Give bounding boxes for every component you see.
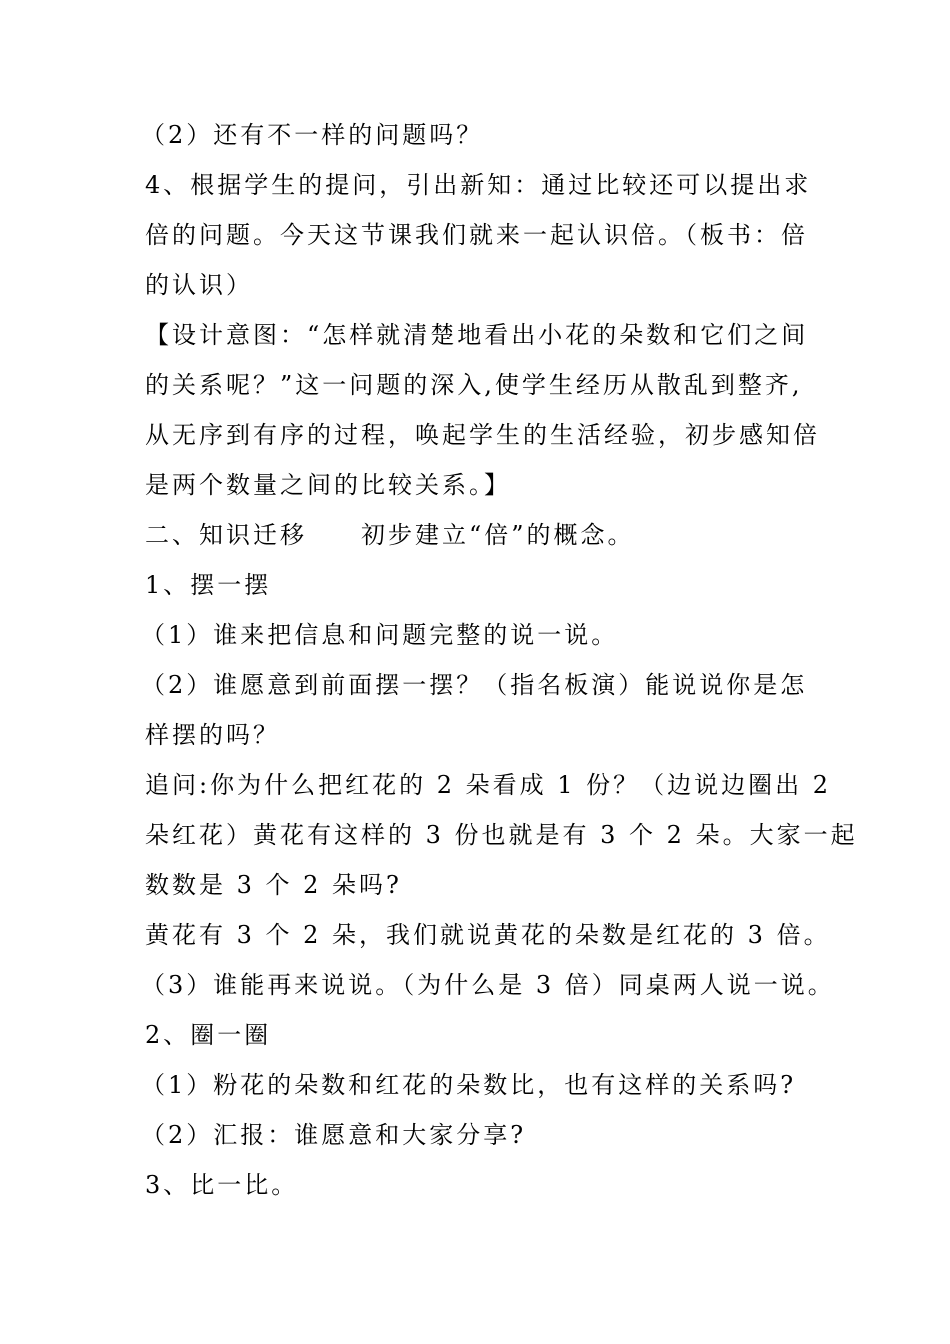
text-line: 从无序到有序的过程，唤起学生的生活经验，初步感知倍	[145, 421, 820, 449]
text-line: （2）汇报：谁愿意和大家分享?	[141, 1121, 527, 1149]
subsection-heading: 1、摆一摆	[145, 571, 272, 599]
text-line: 样摆的吗？	[145, 721, 280, 749]
text-line: （1）谁来把信息和问题完整的说一说。	[141, 621, 619, 649]
subsection-heading: 2、圈一圈	[145, 1021, 272, 1049]
text-line: （2）谁愿意到前面摆一摆？（指名板演）能说说你是怎	[141, 671, 808, 699]
text-line: 追问:你为什么把红花的 2 朵看成 1 份？（边说边圈出 2	[145, 771, 832, 799]
text-line: （3）谁能再来说说。（为什么是 3 倍）同桌两人说一说。	[141, 971, 835, 999]
text-line: （1）粉花的朵数和红花的朵数比，也有这样的关系吗?	[141, 1071, 797, 1099]
text-line: 的认识）	[145, 271, 253, 299]
text-line: （2）还有不一样的问题吗？	[141, 121, 484, 149]
text-line: 是两个数量之间的比较关系。】	[145, 471, 511, 499]
text-line: 黄花有 3 个 2 朵，我们就说黄花的朵数是红花的 3 倍。	[145, 921, 831, 949]
text-line: 4、根据学生的提问，引出新知：通过比较还可以提出求	[145, 171, 812, 199]
text-line: 朵红花）黄花有这样的 3 份也就是有 3 个 2 朵。大家一起	[145, 821, 858, 849]
text-line: 数数是 3 个 2 朵吗?	[145, 871, 402, 899]
text-line: 倍的问题。今天这节课我们就来一起认识倍。（板书：倍	[145, 221, 808, 249]
text-line: 【设计意图：“怎样就清楚地看出小花的朵数和它们之间	[145, 321, 809, 349]
document-body	[141, 110, 858, 1210]
text-line: 的关系呢？”这一问题的深入,使学生经历从散乱到整齐,	[145, 371, 803, 399]
subsection-heading: 3、比一比。	[145, 1171, 299, 1199]
section-heading: 二、知识迁移 初步建立“倍”的概念。	[145, 521, 635, 549]
